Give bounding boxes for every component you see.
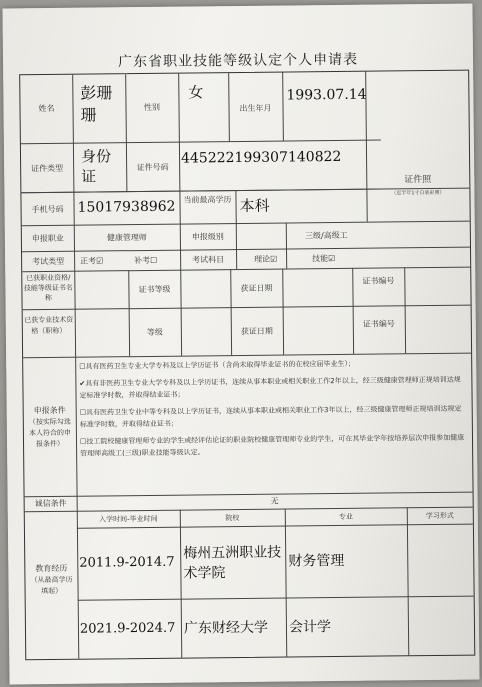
edu-row-1-school: 梅州五洲职业技术学院 [183, 544, 282, 582]
value-education: 本科 [239, 196, 270, 216]
label-apply-level: 申报级别 [191, 232, 224, 242]
exam-regular[interactable]: 正考☑ [80, 256, 104, 266]
condition-item[interactable]: ☐具有医药卫生专业大学专科及以上学历证书（含尚未取得毕业证书的在校应届毕业生）； [79, 359, 356, 371]
edu-row-2-school: 广东财经大学 [183, 619, 269, 637]
label-exam-type: 考试类型 [32, 256, 65, 267]
value-gender: 女 [188, 83, 204, 102]
label-id-type: 证件类型 [31, 163, 64, 174]
form-table [19, 70, 475, 661]
label-exam-subject: 考试科目 [192, 255, 225, 265]
edu-col-period: 入学时间-毕业时间 [99, 514, 158, 524]
label-held-title: 已获专业技术资格（职称） [24, 315, 74, 336]
label-edu-history: 教育经历 [35, 563, 68, 574]
conditions-list [79, 357, 468, 460]
subject-skill[interactable]: 技能☑ [312, 254, 336, 264]
subject-theory[interactable]: 理论☑ [254, 254, 278, 264]
exam-makeup[interactable]: 补考☐ [134, 255, 158, 266]
label-grade: 等级 [146, 327, 163, 337]
edu-row-2-period: 2021.9-2024.7 [79, 620, 176, 637]
edu-col-major: 专业 [338, 512, 353, 521]
value-id-type: 身份证 [80, 147, 112, 186]
label-cert-number: 证书编号 [362, 276, 395, 286]
form-title: 广东省职业技能等级认定个人申请表 [117, 51, 359, 71]
label-conditions-note: （按实际勾选本人符合的申报条件） [28, 417, 71, 449]
condition-item[interactable]: ☐具有医药卫生专业中等专科及以上学历证书，连续从事本职业或相关职业工作3年以上，经三级健康管理师正规培训达规定标准学时数，并取得结业证书； [79, 404, 462, 429]
edu-col-school: 院校 [225, 514, 240, 523]
value-name: 彭珊珊 [80, 83, 113, 125]
edu-row-1-major: 财务管理 [288, 552, 345, 570]
value-penalty: 无 [270, 496, 279, 506]
label-cert-level: 证书等级 [138, 284, 171, 295]
condition-item[interactable]: ☐技工院校健康管理师专业的学生或经评估论证的职业院校健康管理师专业的学生，可在其毕业学年按培养层次申报参加健康管理师高级工(三级)职业技能等级认定。 [79, 433, 465, 458]
label-birth: 出生年月 [239, 103, 272, 114]
value-apply-level: 三级/高级工 [304, 230, 348, 241]
edu-col-mode: 学习形式 [425, 511, 454, 521]
label-name: 姓名 [38, 103, 55, 114]
label-edu-history-note: （从最高学历填起） [30, 575, 73, 596]
label-gender: 性别 [143, 102, 161, 113]
label-apply-occupation: 申报职业 [31, 233, 64, 244]
label-phone: 手机号码 [31, 204, 64, 215]
label-held-qualification: 已获职业资格/技能等级证书名称 [23, 273, 73, 303]
label-obtained-date: 获证日期 [240, 283, 273, 294]
value-id-number: 445222199307140822 [180, 148, 342, 167]
condition-item[interactable]: ✔具有非医药卫生专业大学专科及以上学历证书，连续从事本职业或相关职业工作2年以上，经三级健康管理师正规培训达规定标准学时数，并取得结业证书； [79, 375, 461, 400]
label-education: 当前最高学历 [183, 195, 232, 205]
value-birth: 1993.07.14 [286, 86, 367, 104]
label-photo-note: （近半年1寸白底彩照） [391, 189, 445, 197]
label-photo: 证件照 [404, 174, 432, 186]
edu-row-2-major: 会计学 [288, 619, 332, 636]
label-cert-number-2: 证书编号 [362, 319, 395, 329]
application-form-paper [2, 4, 479, 685]
label-penalty: 诚信条件 [34, 498, 67, 509]
label-obtained-date-2: 获证日期 [240, 326, 273, 337]
label-id-number: 证件号码 [136, 162, 169, 173]
label-conditions: 申报条件 [33, 405, 66, 416]
edu-row-1-period: 2011.9-2014.7 [79, 554, 175, 571]
value-apply-occupation: 健康管理师 [106, 232, 147, 243]
value-phone: 15017938962 [77, 198, 176, 216]
